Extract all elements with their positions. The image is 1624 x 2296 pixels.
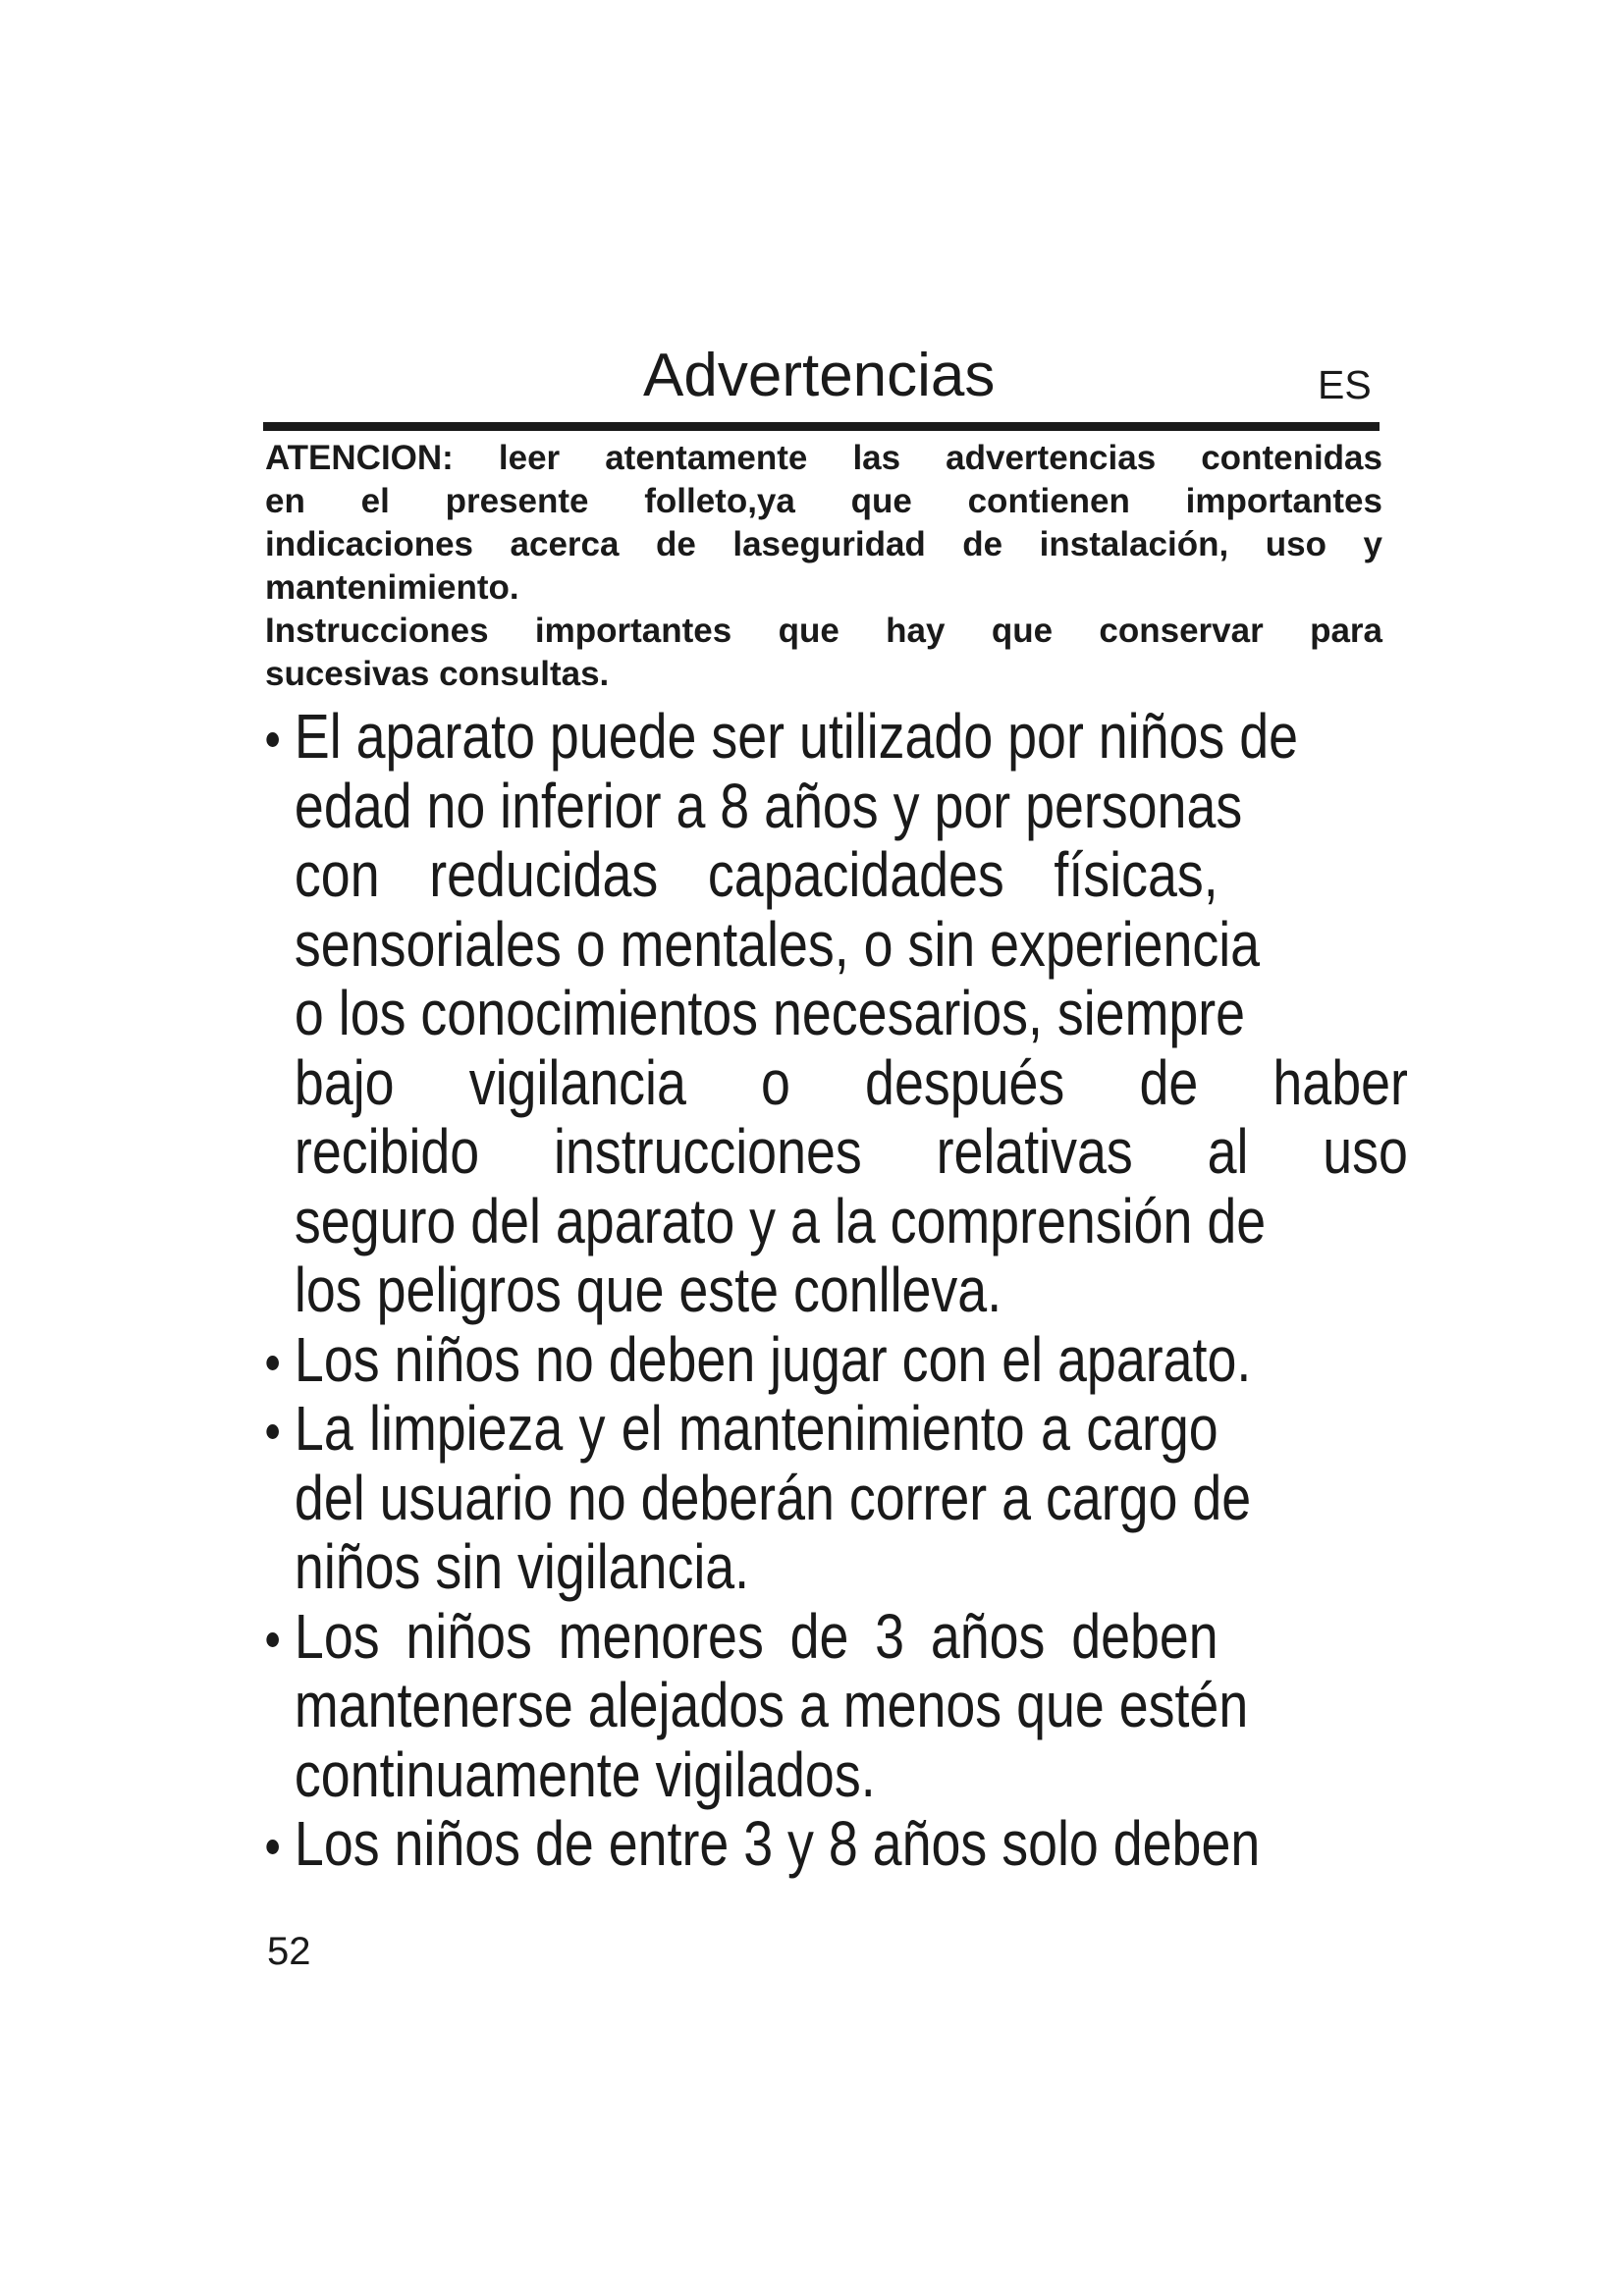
bullet-line [263, 1808, 1261, 1879]
bullet-line [263, 1323, 1252, 1395]
bullet-word: niños [406, 1600, 532, 1672]
bullet-text: continuamente vigilados. [294, 1738, 876, 1810]
bullet-dot-icon [266, 732, 279, 747]
warning-word: que [991, 612, 1054, 650]
warning-word: que [850, 482, 912, 520]
warning-word: contenidas [1201, 439, 1382, 477]
warning-word: contienen [967, 482, 1130, 520]
bullet-text [295, 1602, 1218, 1672]
bullet-word: 3 [875, 1600, 905, 1672]
bullet-word: cargo [1086, 1393, 1218, 1464]
warning-word: importantes [534, 612, 732, 650]
bullet-text: El aparato puede ser utilizado por niños de [294, 701, 1299, 772]
bullet-word: después [865, 1046, 1065, 1118]
bullet-dot-icon [266, 1840, 279, 1854]
bullet-word: instrucciones [554, 1116, 862, 1187]
warning-word: indicaciones [265, 525, 474, 563]
bullet-text [295, 1394, 1218, 1464]
warning-word: y [1363, 525, 1382, 563]
bullet-text: los peligros que este conlleva. [294, 1255, 1002, 1325]
bullet-line [263, 770, 1243, 841]
bullet-word: uso [1323, 1116, 1408, 1187]
bullet-line [263, 1046, 1408, 1118]
bullet-text: Los niños no deben jugar con el aparato. [294, 1323, 1252, 1395]
warning-word: instalación, [1039, 525, 1229, 563]
warning-block [265, 437, 1382, 696]
warning-word: el [360, 482, 390, 520]
header-rule [263, 422, 1380, 431]
bullet-word: recibido [294, 1116, 480, 1187]
bullet-text: del usuario no deberán correr a cargo de [294, 1462, 1252, 1533]
bullet-text: niños sin vigilancia. [294, 1531, 750, 1602]
bullet-line [263, 840, 1219, 910]
warning-word: de [962, 525, 1003, 563]
warning-word: atentamente [605, 439, 808, 477]
warning-word: folleto,ya [644, 482, 795, 520]
warning-line [265, 610, 1382, 653]
bullet-word: reducidas [429, 839, 659, 910]
warning-word: conservar [1099, 612, 1264, 650]
language-code: ES [1318, 362, 1372, 407]
bullet-word: deben [1071, 1600, 1218, 1672]
warning-word: hay [886, 612, 946, 650]
bullet-word: menores [558, 1600, 764, 1672]
warning-word: leer [498, 439, 561, 477]
bullet-line [263, 908, 1261, 980]
page-number: 52 [267, 1930, 311, 1973]
bullet-text: sensoriales o mentales, o sin experiencia [294, 908, 1261, 980]
warning-word: sucesivas [265, 655, 430, 693]
bullet-line [263, 1394, 1219, 1464]
bullet-dot-icon [266, 1424, 279, 1439]
warning-line [265, 566, 1382, 610]
bullet-word: Los [294, 1600, 380, 1672]
bullet-word: o [760, 1046, 790, 1118]
bullet-line [263, 1740, 1219, 1810]
bullet-word: el [621, 1393, 663, 1464]
warning-word: para [1310, 612, 1382, 650]
bullet-word: con [294, 839, 380, 910]
warning-word: laseguridad [732, 525, 926, 563]
warning-word: advertencias [946, 439, 1157, 477]
bullet-text: o los conocimientos necesarios, siempre [294, 978, 1246, 1048]
bullet-line [263, 1670, 1249, 1740]
warning-word: acerca [510, 525, 620, 563]
bullet-text: Los niños de entre 3 y 8 años solo deben [294, 1808, 1261, 1879]
bullet-line [263, 1602, 1219, 1672]
warning-word: de [655, 525, 696, 563]
bullet-word: físicas, [1054, 839, 1218, 910]
warning-word: consultas. [439, 655, 610, 693]
bullet-line [263, 1462, 1252, 1533]
warning-line [265, 523, 1382, 566]
warning-word: las [852, 439, 901, 477]
warning-word: ATENCION: [265, 439, 454, 477]
bullet-line [263, 701, 1299, 772]
bullet-word: y [578, 1393, 606, 1464]
bullet-word: limpieza [369, 1393, 564, 1464]
bullet-list [263, 701, 1408, 1879]
bullet-text: mantenerse alejados a menos que estén [294, 1670, 1249, 1740]
bullet-line [263, 1185, 1267, 1256]
warning-line [265, 653, 1382, 696]
bullet-word: al [1207, 1116, 1249, 1187]
bullet-text: edad no inferior a 8 años y por personas [294, 770, 1243, 841]
bullet-word: años [930, 1600, 1046, 1672]
bullet-text [295, 1117, 1408, 1187]
warning-word: en [265, 482, 305, 520]
warning-line [265, 480, 1382, 523]
page-title: Advertencias [643, 342, 996, 409]
bullet-line [263, 1255, 1219, 1325]
bullet-word: haber [1272, 1046, 1408, 1118]
bullet-dot-icon [266, 1632, 279, 1647]
bullet-word: de [789, 1600, 849, 1672]
bullet-word: de [1139, 1046, 1199, 1118]
warning-word: que [778, 612, 839, 650]
warning-word: presente [445, 482, 589, 520]
bullet-word: mantenimiento [677, 1393, 1025, 1464]
bullet-word: La [294, 1393, 353, 1464]
warning-line [265, 437, 1382, 480]
bullet-text [295, 840, 1218, 910]
warning-word: uso [1265, 525, 1326, 563]
bullet-line [263, 1116, 1408, 1187]
bullet-word: bajo [294, 1046, 395, 1118]
warning-word: mantenimiento. [265, 568, 519, 607]
bullet-word: capacidades [707, 839, 1004, 910]
warning-word: importantes [1185, 482, 1382, 520]
bullet-line [263, 1532, 1219, 1602]
bullet-text: seguro del aparato y a la comprensión de [294, 1185, 1267, 1256]
bullet-word: a [1040, 1393, 1070, 1464]
bullet-word: relativas [936, 1116, 1133, 1187]
bullet-word: vigilancia [468, 1046, 686, 1118]
bullet-line [263, 978, 1246, 1048]
bullet-dot-icon [266, 1356, 279, 1370]
bullet-text [295, 1048, 1408, 1118]
warning-word: Instrucciones [265, 612, 489, 650]
